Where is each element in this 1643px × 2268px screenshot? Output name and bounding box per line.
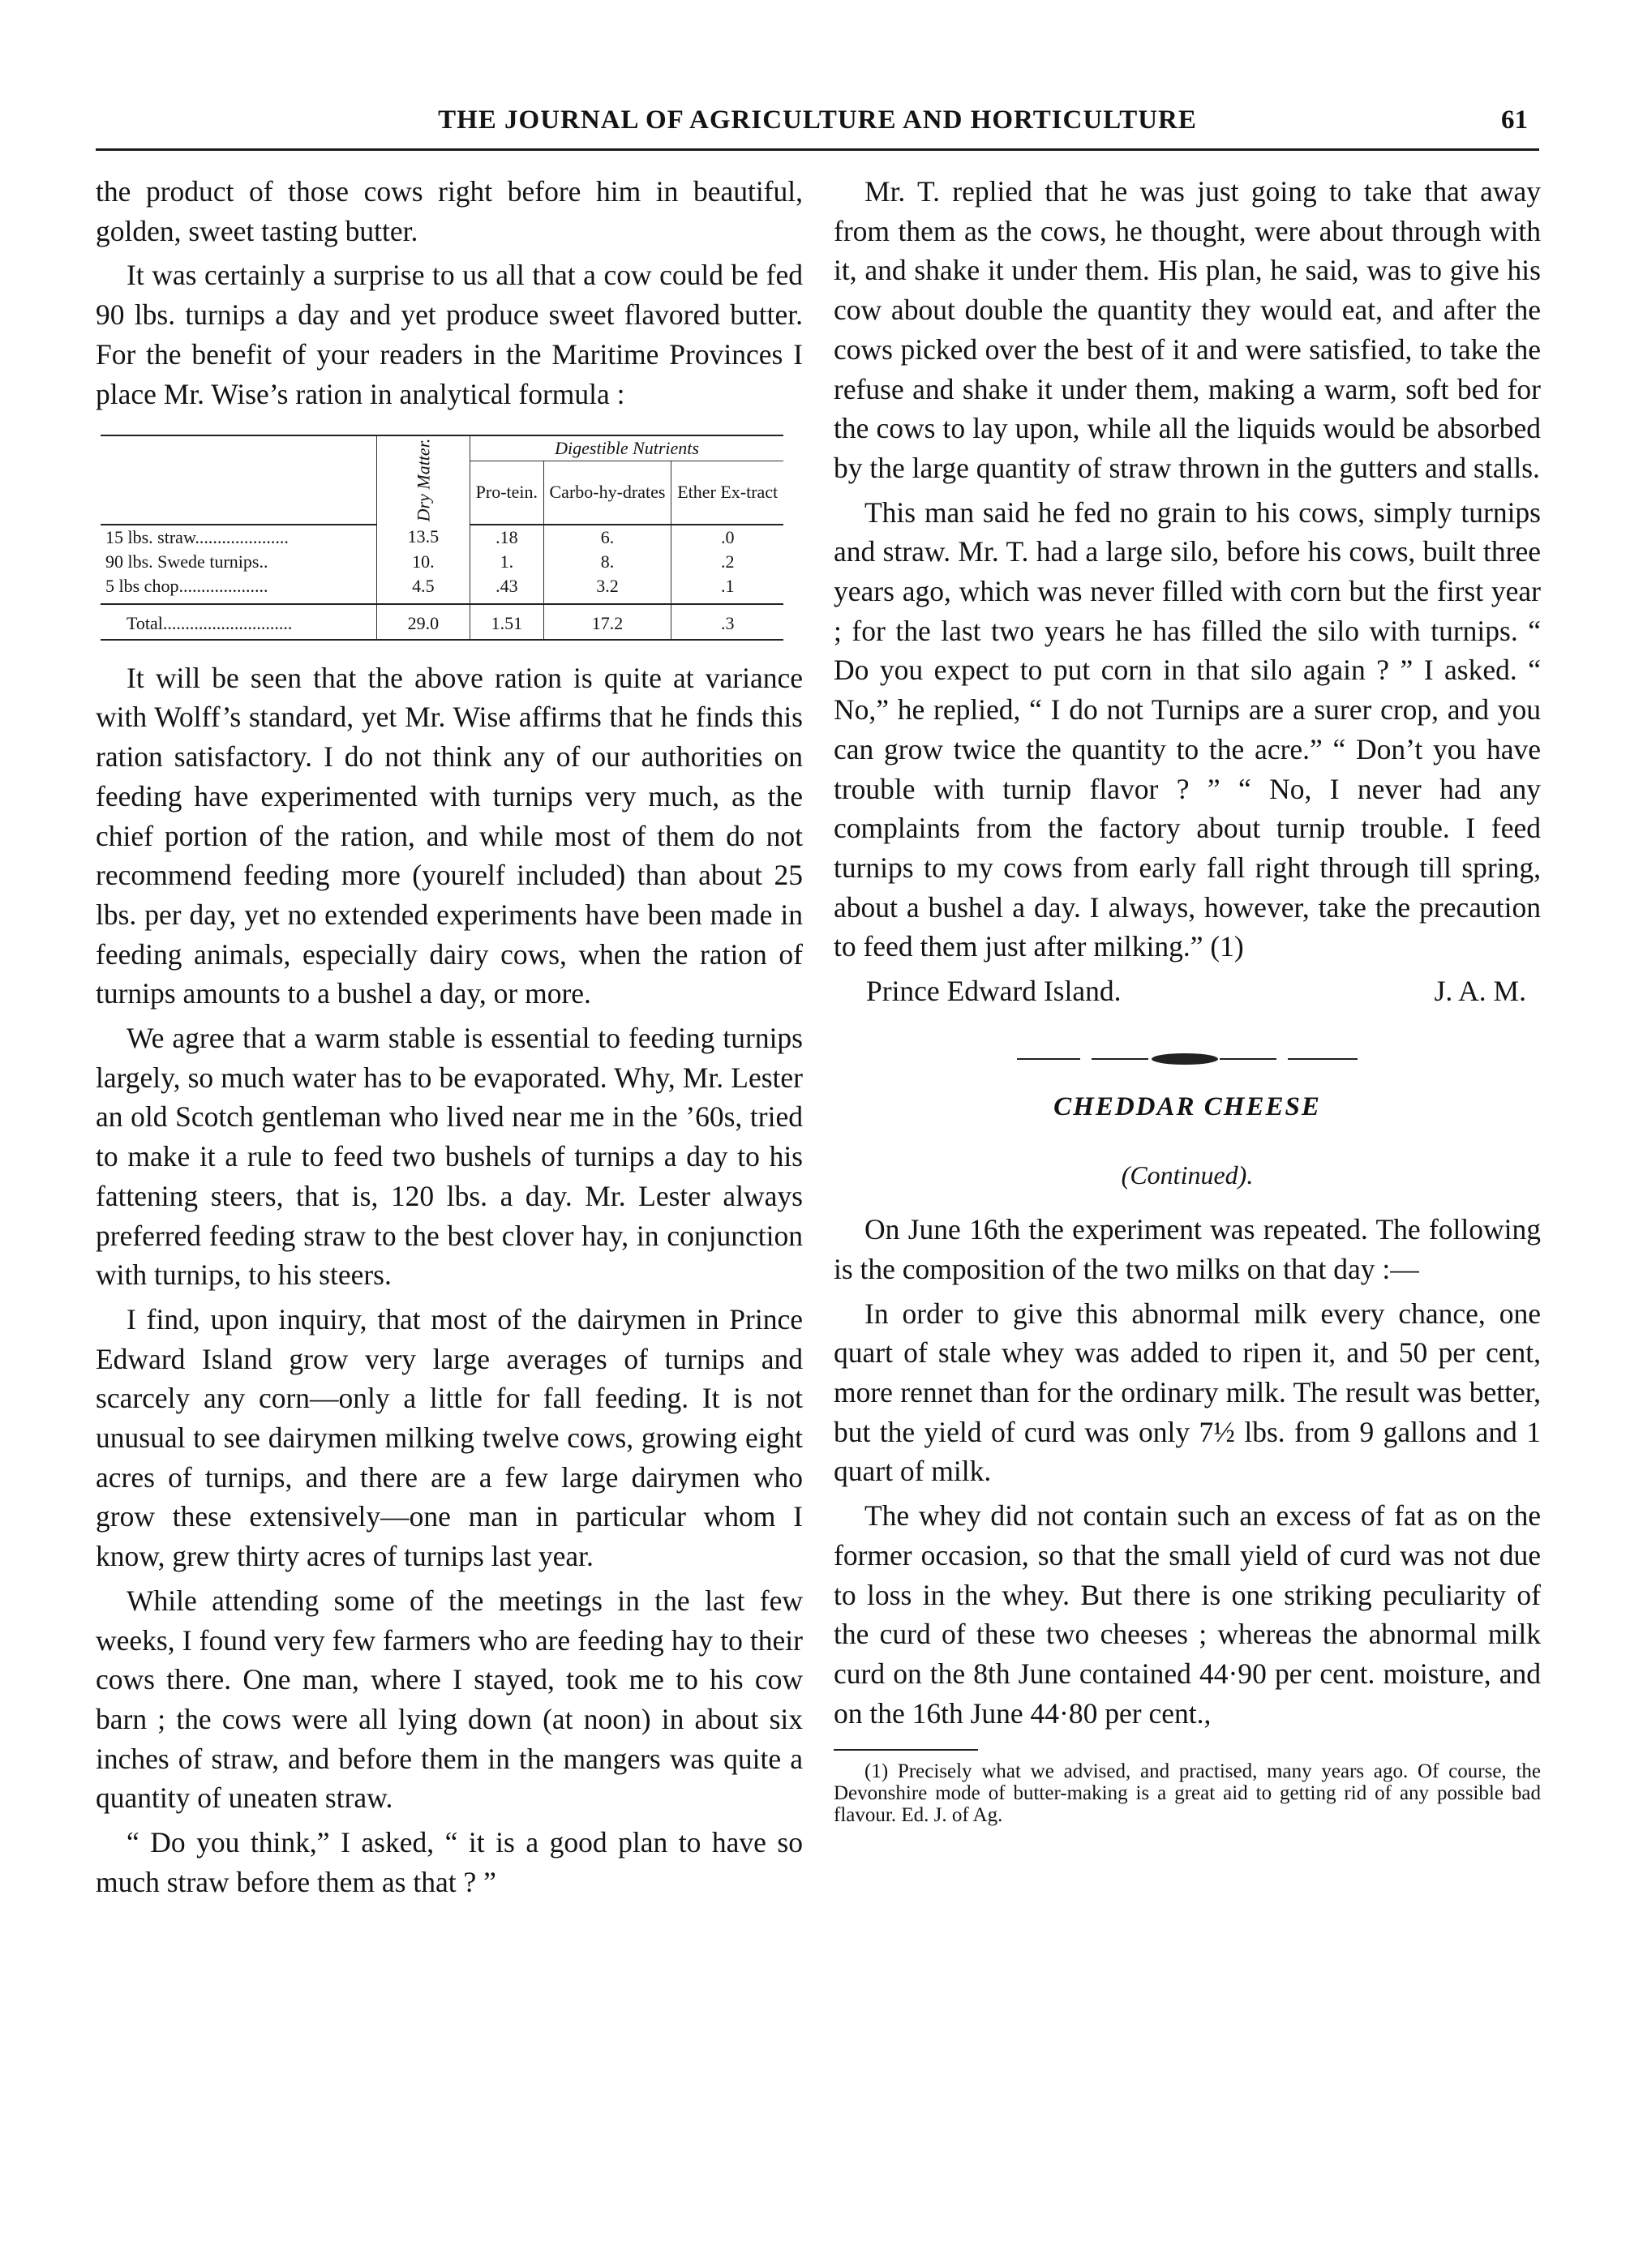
cell-dry-matter: 4.5 <box>376 574 470 604</box>
paragraph: Mr. T. replied that he was just going to take that away from them as the cows, he thought, were about through with it, and shake it under them. His plan, he said, was to give his cow about double the quantity they would eat, and after the cows picked over the best of it and were satisfied, to take the refuse and shake it under them, making a warm, soft bed for the cows to lay upon, while all the liquids would be absorbed by the large quantity of straw thrown in the gutters and stalls. <box>834 175 1541 484</box>
row-label: 5 lbs chop.................... <box>105 575 268 596</box>
page-number: 61 <box>1501 105 1528 135</box>
running-head <box>96 102 1539 151</box>
col-header-dry-matter: Dry Matter. <box>376 435 470 525</box>
cell-ether-extract: .0 <box>671 525 783 550</box>
paragraph: While attending some of the meetings in the last few weeks, I found very few farmers who are feeding hay to their cows there. One man, where I stayed, took me to his cow barn ; the cows were all lying down (at noon) in about six inches of straw, and before them in the mangers was quite a quantity of uneaten straw. <box>96 1584 803 1815</box>
ration-table <box>101 435 783 641</box>
ornament-icon <box>1152 1053 1218 1065</box>
col-header-protein: Pro-tein. <box>470 461 543 525</box>
cell-ether-extract: .2 <box>671 550 783 574</box>
total-protein: 1.51 <box>470 604 543 640</box>
paragraph: In order to give this abnormal milk every chance, one quart of stale whey was added to ripen it, and 50 per cent, more rennet than for the ordinary milk. The result was better, but the yield of curd was only 7½ lbs. from 9 gallons and 1 quart of milk. <box>834 1297 1541 1488</box>
cell-dry-matter: 13.5 <box>376 525 470 550</box>
table-corner-lower <box>101 461 376 525</box>
section-divider <box>1017 1052 1358 1066</box>
cell-protein: .18 <box>470 525 543 550</box>
cell-protein: .43 <box>470 574 543 604</box>
left-column <box>96 172 803 1907</box>
paragraph: I find, upon inquiry, that most of the dairymen in Prince Edward Island grow very large averages of turnips and scarcely any corn—only a little for fall feeding. It is not unusual to see dairymen milking twelve cows, growing eight acres of turnips, and there are a few large dairymen who grow these extensively—one man in particular whom I know, grew thirty acres of turnips last year. <box>96 1302 803 1573</box>
cell-ether-extract: .1 <box>671 574 783 604</box>
section-title: CHEDDAR CHEESE <box>1053 1091 1321 1121</box>
cell-carbohydrates: 8. <box>543 550 671 574</box>
paragraph: It will be seen that the above ration is quite at variance with Wolff’s standard, yet Mr. Wise affirms that he finds this ration satisfactory. I do not think any of our authorities on feeding have experimented with turnips very much, as the chief portion of the ration, and while most of them do not recommend feeding more (yourelf included) than about 25 lbs. per day, yet no extended experiments have been made in feeding animals, especially dairy cows, when the ration of turnips amounts to a bushel a day, or more. <box>96 661 803 1010</box>
table-corner <box>101 435 376 461</box>
signoff-place: Prince Edward Island. <box>866 975 1122 1008</box>
paragraph: The whey did not contain such an excess of fat as on the former occasion, so that the small yield of curd was not due to loss in the whey. But there is one striking peculiarity of the curd of these two cheeses ; whereas the abnormal milk curd on the 8th June contained 44·90 per cent. moisture, and on the 16th June 44·80 per cent., <box>834 1499 1541 1730</box>
cell-protein: 1. <box>470 550 543 574</box>
paragraph: It was certainly a surprise to us all that a cow could be fed 90 lbs. turnips a day and yet produce sweet flavored butter. For the benefit of your readers in the Maritime Provinces I place Mr. Wise’s ration in analytical formula : <box>96 259 803 410</box>
footnote: (1) Precisely what we advised, and practised, many years ago. Of course, the Devonshire mode of butter-making is a great aid to getting rid of any possible bad flavour. Ed. J. of Ag. <box>834 1760 1541 1827</box>
signoff-initials: J. A. M. <box>1434 975 1526 1008</box>
col-header-ether-extract: Ether Ex-tract <box>671 461 783 525</box>
footnote-rule <box>834 1749 978 1751</box>
paragraph: We agree that a warm stable is essential to feeding turnips largely, so much water has to be evaporated. Why, Mr. Lester an old Scotch gentleman who lived near me in the ’60s, tried to make it a rule to feed two bushels of turnips a day to his fattening steers, that is, 120 lbs. a day. Mr. Lester always preferred feeding straw to the best clover hay, in conjunction with turnips, to his steers. <box>96 1022 803 1292</box>
total-dry-matter: 29.0 <box>376 604 470 640</box>
paragraph: “ Do you think,” I asked, “ it is a good plan to have so much straw before them as that ? ” <box>96 1826 803 1898</box>
col-group-digestible-nutrients: Digestible Nutrients <box>470 435 783 461</box>
total-ether-extract: .3 <box>671 604 783 640</box>
running-title: THE JOURNAL OF AGRICULTURE AND HORTICULTURE <box>438 105 1197 135</box>
table-row <box>101 525 783 550</box>
table-row <box>101 574 783 604</box>
total-carbohydrates: 17.2 <box>543 604 671 640</box>
article-signoff <box>834 971 1541 1011</box>
paragraph: On June 16th the experiment was repeated. The following is the composition of the two milks on that day :— <box>834 1213 1541 1285</box>
paragraph: This man said he fed no grain to his cows, simply turnips and straw. Mr. T. had a large silo, before his cows, built three years ago, which was never filled with corn but the first year ; for the last two years he has filled the silo with turnips. “ Do you expect to put corn in that silo again ? ” I asked. “ No,” he replied, “ I do not Turnips are a surer crop, and you can grow twice the quantity to the acre.” “ Don’t you have trouble with turnip flavor ? ” “ No, I never had any complaints from the factory about turnip trouble. I feed turnips to my cows from early fall right through till spring, about a bushel a day. I always, however, take the precaution to feed them just after milking.” (1) <box>834 495 1541 963</box>
section-subtitle: (Continued). <box>1121 1160 1254 1190</box>
table-total-row <box>101 604 783 640</box>
cell-carbohydrates: 3.2 <box>543 574 671 604</box>
row-label: 90 lbs. Swede turnips.. <box>105 551 268 572</box>
cell-dry-matter: 10. <box>376 550 470 574</box>
right-column <box>834 172 1541 1831</box>
total-label: Total............................. <box>101 604 376 640</box>
table-row <box>101 550 783 574</box>
paragraph: the product of those cows right before him in beautiful, golden, sweet tasting butter. <box>96 175 803 247</box>
col-header-carbohydrates: Carbo-hy-drates <box>543 461 671 525</box>
row-label: 15 lbs. straw..................... <box>105 526 289 547</box>
cell-carbohydrates: 6. <box>543 525 671 550</box>
